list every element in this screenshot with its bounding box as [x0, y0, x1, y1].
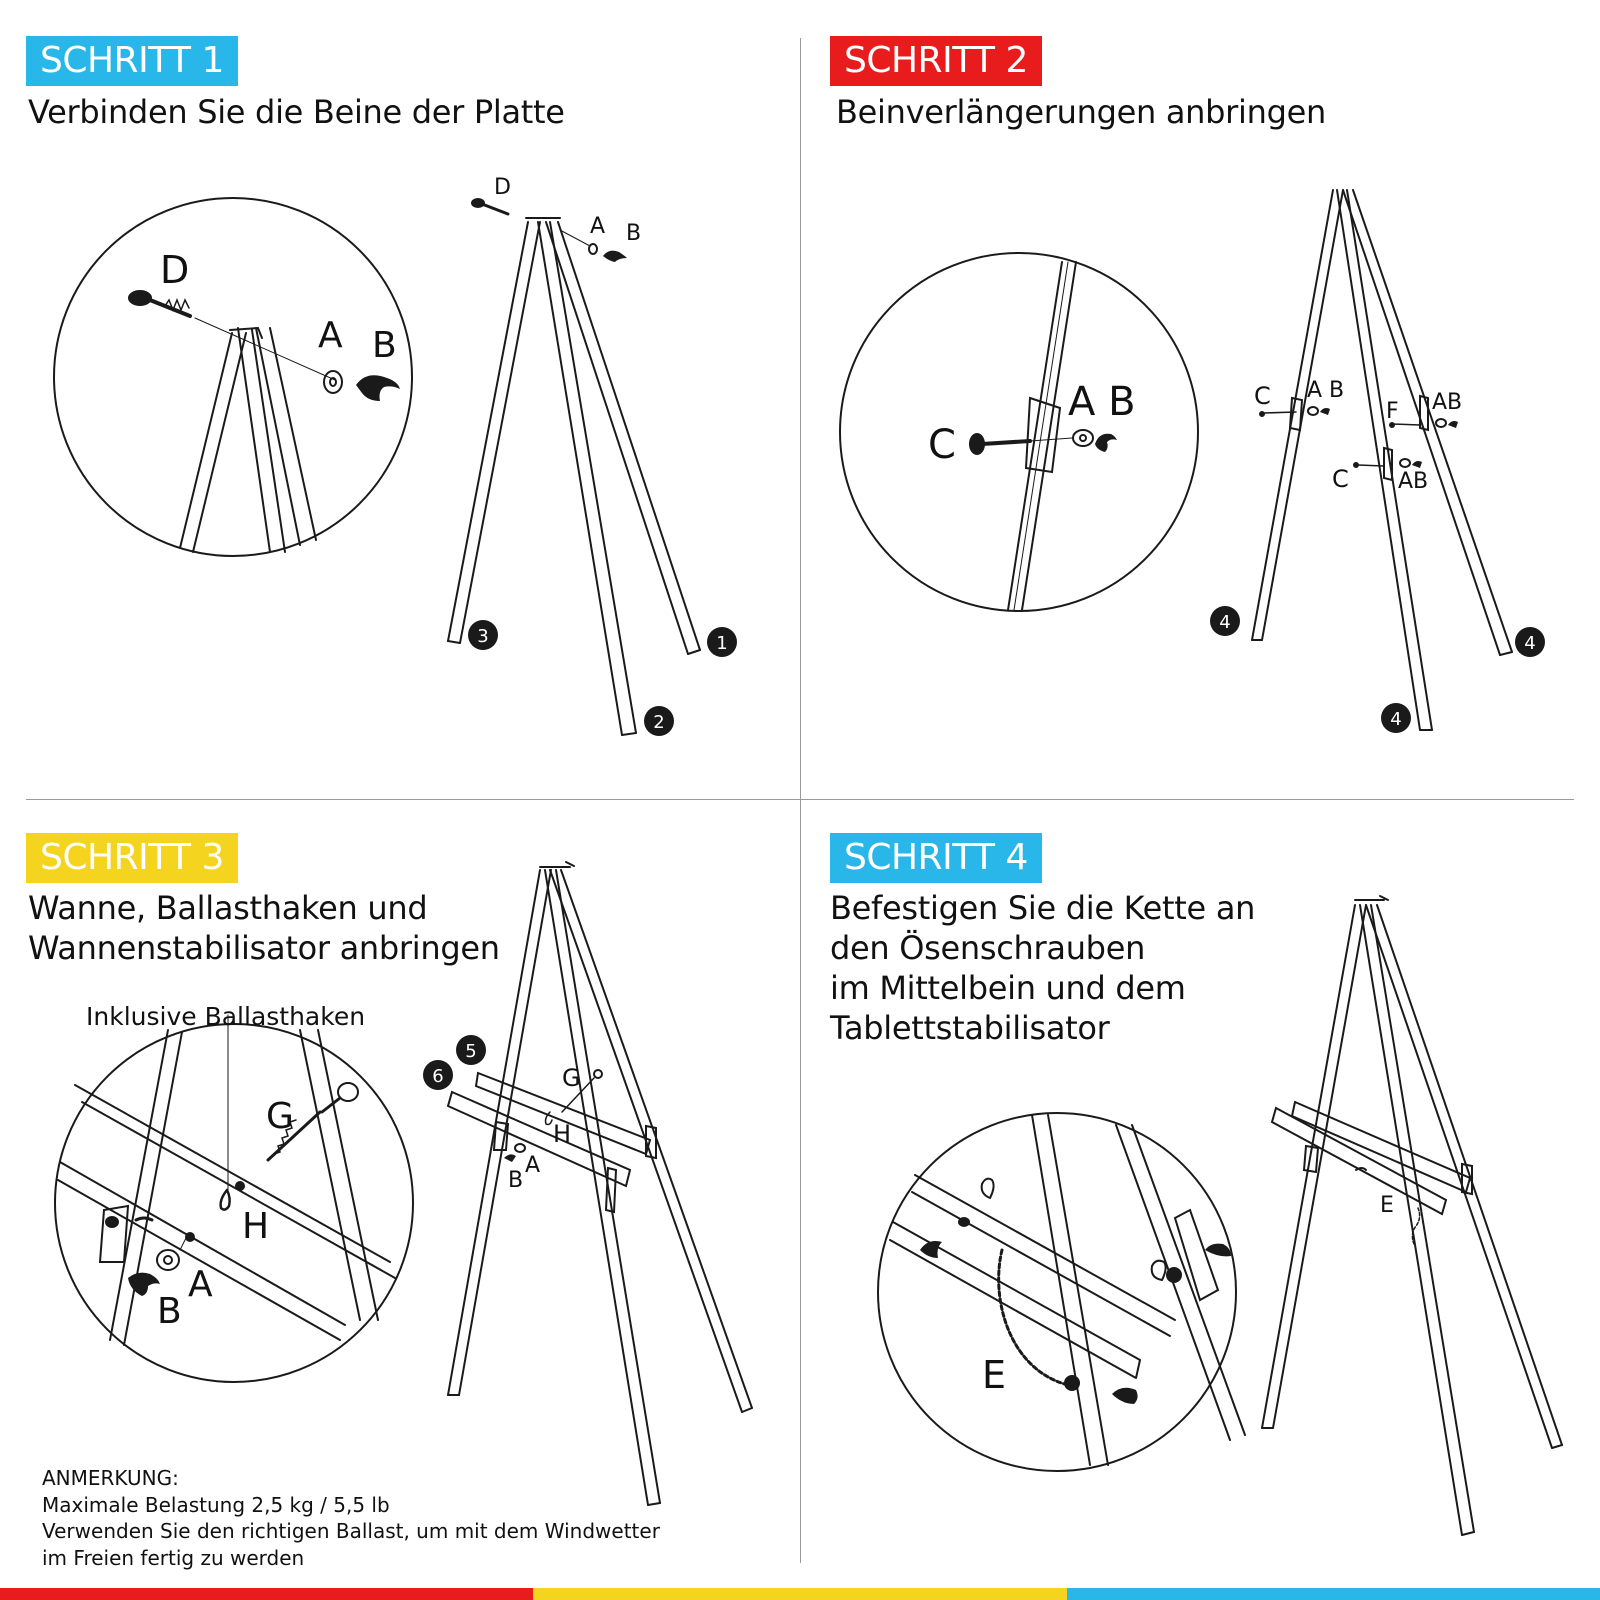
part-number: 6 — [432, 1066, 444, 1087]
leg-marker-icon — [1381, 703, 1411, 733]
step4-easel-label-e: E — [1380, 1193, 1394, 1218]
step1-easel-label-d: D — [494, 175, 511, 200]
leg-number: 4 — [1524, 633, 1536, 654]
step3-callout: Inklusive Ballasthaken — [86, 1002, 366, 1031]
step2-title: Beinverlängerungen anbringen — [836, 93, 1326, 131]
step3-detail-label-b: B — [157, 1291, 182, 1332]
step1-detail-label-a: A — [318, 315, 343, 356]
step1-detail-label-b: B — [372, 325, 397, 366]
color-bar-red — [0, 1588, 533, 1600]
step4-title-line: Tablettstabilisator — [830, 1009, 1110, 1047]
step2-detail-label-c: C — [928, 422, 956, 468]
step2-easel-label-f: F — [1386, 399, 1399, 424]
step3-detail-label-a: A — [188, 1264, 213, 1305]
step2-detail-circle — [840, 253, 1198, 611]
leg-number: 4 — [1390, 709, 1402, 730]
part-number: 5 — [465, 1041, 477, 1062]
step2-easel-label-ab: A B — [1307, 378, 1345, 403]
step2-easel-label-ab: AB — [1398, 469, 1429, 494]
step1-washer — [324, 371, 342, 393]
step3-detail-label-g: G — [266, 1096, 294, 1137]
step2-easel-label-c: C — [1254, 382, 1271, 410]
step4-detail-label-e: E — [982, 1353, 1007, 1397]
step3-title-line: Wanne, Ballasthaken und — [28, 889, 428, 927]
leg-marker-icon — [468, 620, 498, 650]
note-heading: ANMERKUNG: — [42, 1466, 179, 1490]
step1-easel-label-b: B — [626, 221, 642, 246]
leg-number: 1 — [716, 633, 728, 654]
step3-easel — [448, 862, 752, 1505]
step2-detail-bolt — [970, 430, 1117, 454]
step2-detail-label-ab: A B — [1068, 379, 1136, 425]
step3-easel-label-g: G — [562, 1064, 581, 1092]
step2-easel-legs — [1252, 190, 1512, 730]
step3-title-line: Wannenstabilisator anbringen — [28, 929, 500, 967]
step2-badge: SCHRITT 2 — [830, 36, 1042, 86]
leg-number: 4 — [1219, 612, 1231, 633]
step4-title-line: im Mittelbein und dem — [830, 969, 1186, 1007]
step2-easel-label-c: C — [1332, 465, 1349, 493]
step1-easel-legs — [448, 218, 700, 735]
color-bar-yellow — [533, 1588, 1067, 1600]
step4-title-line: Befestigen Sie die Kette an — [830, 889, 1256, 927]
part-marker-icon — [456, 1035, 486, 1065]
note-line: im Freien fertig zu werden — [42, 1545, 305, 1570]
step2-detail-leg — [1008, 262, 1076, 610]
step1-badge: SCHRITT 1 — [26, 36, 238, 86]
step3-note — [42, 1465, 660, 1571]
step4-easel — [1262, 896, 1562, 1535]
leg-number: 3 — [477, 626, 489, 647]
step1-title: Verbinden Sie die Beine der Platte — [28, 93, 565, 131]
part-marker-icon — [423, 1060, 453, 1090]
step3-badge: SCHRITT 3 — [26, 833, 238, 883]
note-line: Maximale Belastung 2,5 kg / 5,5 lb — [42, 1492, 390, 1517]
leg-marker-icon — [707, 627, 737, 657]
step1-easel-label-a: A — [590, 214, 606, 239]
step3-easel-label-b: B — [508, 1168, 524, 1193]
color-bar-cyan — [1067, 1588, 1600, 1600]
step4-detail-parts — [890, 1115, 1245, 1465]
step3-easel-label-a: A — [525, 1153, 541, 1178]
note-line: Verwenden Sie den richtigen Ballast, um mit dem Windwetter — [42, 1519, 660, 1543]
step3-detail-parts — [58, 1015, 395, 1345]
step3-detail-label-h: H — [242, 1206, 270, 1247]
leg-marker-icon — [644, 706, 674, 736]
step1-detail-label-d: D — [160, 248, 190, 292]
step1-detail-circle — [54, 198, 412, 556]
step3-detail-circle — [55, 1024, 413, 1382]
leg-marker-icon — [1515, 627, 1545, 657]
step2-easel-label-ab: AB — [1432, 390, 1463, 415]
step1-detail-legs — [180, 328, 316, 552]
step4-title-line: den Ösenschrauben — [830, 929, 1146, 967]
leg-marker-icon — [1210, 606, 1240, 636]
step4-badge: SCHRITT 4 — [830, 833, 1042, 883]
step3-easel-label-h: H — [553, 1120, 572, 1148]
step1-knob-icon — [356, 375, 400, 401]
leg-number: 2 — [653, 712, 665, 733]
